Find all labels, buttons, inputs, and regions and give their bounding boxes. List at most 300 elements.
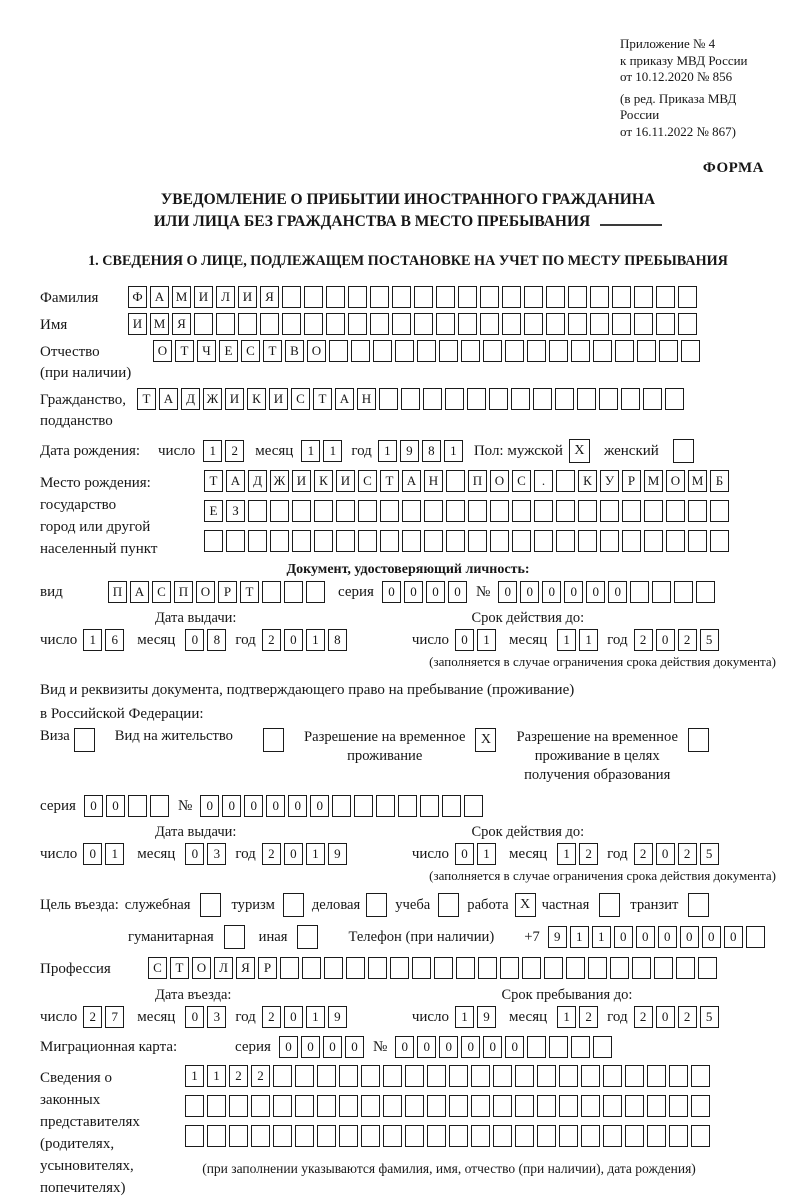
char-cell[interactable]: Т [313,388,332,410]
char-cell[interactable] [524,286,543,308]
char-cell[interactable]: 0 [266,795,285,817]
char-cell[interactable]: 0 [382,581,401,603]
char-cell[interactable] [449,1065,468,1087]
char-cell[interactable]: 0 [505,1036,524,1058]
char-cell[interactable] [260,313,279,335]
char-cell[interactable] [284,581,303,603]
char-cell[interactable] [332,795,351,817]
char-cell[interactable]: О [192,957,211,979]
char-cell[interactable]: Д [248,470,267,492]
char-cell[interactable]: 0 [301,1036,320,1058]
char-cell[interactable] [666,530,685,552]
char-cell[interactable] [480,313,499,335]
char-cell[interactable]: 5 [700,843,719,865]
char-cell[interactable] [622,530,641,552]
char-cell[interactable]: 1 [557,1006,576,1028]
char-cell[interactable]: 0 [448,581,467,603]
char-cell[interactable] [383,1065,402,1087]
char-cell[interactable] [405,1065,424,1087]
char-cell[interactable]: 1 [557,629,576,651]
char-cell[interactable]: Д [181,388,200,410]
char-cell[interactable] [534,530,553,552]
char-cell[interactable] [270,530,289,552]
char-cell[interactable] [304,286,323,308]
legal-reps-row3-input[interactable] [185,1125,713,1147]
char-cell[interactable]: 0 [656,843,675,865]
char-cell[interactable]: 0 [680,926,699,948]
char-cell[interactable]: 9 [548,926,567,948]
char-cell[interactable] [442,795,461,817]
char-cell[interactable] [603,1125,622,1147]
char-cell[interactable]: 1 [570,926,589,948]
char-cell[interactable]: 3 [207,843,226,865]
char-cell[interactable] [612,313,631,335]
char-cell[interactable] [544,957,563,979]
char-cell[interactable]: 0 [542,581,561,603]
char-cell[interactable] [571,340,590,362]
char-cell[interactable]: 0 [483,1036,502,1058]
char-cell[interactable] [515,1095,534,1117]
purpose-tourism-checkbox[interactable] [283,893,304,917]
char-cell[interactable] [458,286,477,308]
char-cell[interactable] [354,795,373,817]
char-cell[interactable]: 0 [520,581,539,603]
char-cell[interactable] [412,957,431,979]
char-cell[interactable] [405,1095,424,1117]
char-cell[interactable] [621,388,640,410]
char-cell[interactable]: Н [357,388,376,410]
char-cell[interactable]: 0 [106,795,125,817]
char-cell[interactable]: Ж [203,388,222,410]
char-cell[interactable]: Ч [197,340,216,362]
char-cell[interactable]: 0 [310,795,329,817]
char-cell[interactable] [251,1125,270,1147]
stay-month-input[interactable] [557,1006,601,1028]
birth-place-row1-input[interactable] [204,470,732,492]
char-cell[interactable] [326,286,345,308]
char-cell[interactable] [339,1065,358,1087]
char-cell[interactable] [361,1065,380,1087]
char-cell[interactable] [746,926,765,948]
char-cell[interactable] [568,286,587,308]
char-cell[interactable]: О [196,581,215,603]
char-cell[interactable] [669,1125,688,1147]
citizenship-input[interactable] [137,388,687,410]
char-cell[interactable]: 1 [323,440,342,462]
char-cell[interactable] [581,1125,600,1147]
char-cell[interactable]: А [130,581,149,603]
char-cell[interactable]: М [172,286,191,308]
char-cell[interactable]: 2 [634,1006,653,1028]
char-cell[interactable]: А [159,388,178,410]
char-cell[interactable] [262,581,281,603]
char-cell[interactable]: 2 [634,629,653,651]
char-cell[interactable]: 0 [702,926,721,948]
char-cell[interactable]: Ж [270,470,289,492]
char-cell[interactable] [630,581,649,603]
char-cell[interactable] [696,581,715,603]
char-cell[interactable] [358,530,377,552]
char-cell[interactable]: 0 [395,1036,414,1058]
char-cell[interactable]: П [174,581,193,603]
char-cell[interactable]: Е [219,340,238,362]
char-cell[interactable] [434,957,453,979]
sex-female-checkbox[interactable] [673,439,694,463]
char-cell[interactable] [502,286,521,308]
char-cell[interactable] [669,1065,688,1087]
char-cell[interactable]: 0 [288,795,307,817]
char-cell[interactable] [150,795,169,817]
char-cell[interactable] [336,500,355,522]
char-cell[interactable] [471,1125,490,1147]
char-cell[interactable] [676,957,695,979]
char-cell[interactable] [351,340,370,362]
purpose-official-checkbox[interactable] [200,893,221,917]
char-cell[interactable]: 0 [636,926,655,948]
char-cell[interactable] [248,500,267,522]
char-cell[interactable] [280,957,299,979]
purpose-private-checkbox[interactable] [599,893,620,917]
char-cell[interactable] [691,1065,710,1087]
char-cell[interactable]: 7 [105,1006,124,1028]
char-cell[interactable] [458,313,477,335]
char-cell[interactable] [229,1095,248,1117]
purpose-study-checkbox[interactable] [438,893,459,917]
char-cell[interactable]: О [666,470,685,492]
char-cell[interactable]: 0 [564,581,583,603]
char-cell[interactable] [383,1125,402,1147]
char-cell[interactable] [423,388,442,410]
char-cell[interactable]: С [152,581,171,603]
legal-reps-row2-input[interactable] [185,1095,713,1117]
char-cell[interactable] [593,1036,612,1058]
char-cell[interactable]: 2 [634,843,653,865]
char-cell[interactable]: 1 [592,926,611,948]
char-cell[interactable] [625,1125,644,1147]
char-cell[interactable]: Т [137,388,156,410]
char-cell[interactable] [326,313,345,335]
char-cell[interactable]: 1 [378,440,397,462]
entry-day-input[interactable] [83,1006,127,1028]
char-cell[interactable] [669,1095,688,1117]
char-cell[interactable]: 0 [284,843,303,865]
char-cell[interactable] [527,340,546,362]
birth-place-row3-input[interactable] [204,530,732,552]
res-valid-year-input[interactable] [634,843,722,865]
char-cell[interactable] [549,1036,568,1058]
char-cell[interactable] [445,388,464,410]
char-cell[interactable]: Т [170,957,189,979]
char-cell[interactable] [656,286,675,308]
char-cell[interactable]: 0 [244,795,263,817]
char-cell[interactable]: В [285,340,304,362]
char-cell[interactable] [581,1095,600,1117]
id-valid-year-input[interactable] [634,629,722,651]
id-valid-day-input[interactable] [455,629,499,651]
char-cell[interactable]: 0 [426,581,445,603]
char-cell[interactable] [666,500,685,522]
char-cell[interactable] [647,1095,666,1117]
doc-kind-input[interactable] [108,581,328,603]
char-cell[interactable] [405,1125,424,1147]
char-cell[interactable] [383,1095,402,1117]
char-cell[interactable]: Е [204,500,223,522]
char-cell[interactable]: М [688,470,707,492]
char-cell[interactable] [398,795,417,817]
char-cell[interactable] [644,500,663,522]
char-cell[interactable]: Я [236,957,255,979]
char-cell[interactable]: О [490,470,509,492]
res-valid-month-input[interactable] [557,843,601,865]
char-cell[interactable] [379,388,398,410]
char-cell[interactable]: И [336,470,355,492]
char-cell[interactable] [483,340,502,362]
char-cell[interactable] [489,388,508,410]
char-cell[interactable] [314,500,333,522]
char-cell[interactable] [678,286,697,308]
char-cell[interactable]: 0 [656,629,675,651]
char-cell[interactable]: 2 [678,1006,697,1028]
char-cell[interactable]: 2 [251,1065,270,1087]
char-cell[interactable] [392,286,411,308]
char-cell[interactable]: 1 [306,1006,325,1028]
char-cell[interactable]: 1 [301,440,320,462]
char-cell[interactable] [568,313,587,335]
birth-place-row2-input[interactable] [204,500,732,522]
char-cell[interactable] [436,286,455,308]
char-cell[interactable]: М [644,470,663,492]
char-cell[interactable]: 0 [284,629,303,651]
char-cell[interactable] [248,530,267,552]
char-cell[interactable]: Р [622,470,641,492]
purpose-business-checkbox[interactable] [366,893,387,917]
char-cell[interactable] [324,957,343,979]
char-cell[interactable]: И [194,286,213,308]
char-cell[interactable] [282,286,301,308]
id-issue-day-input[interactable] [83,629,127,651]
name-input[interactable] [128,313,700,335]
res-valid-day-input[interactable] [455,843,499,865]
char-cell[interactable] [317,1125,336,1147]
char-cell[interactable]: П [108,581,127,603]
char-cell[interactable]: А [226,470,245,492]
char-cell[interactable] [546,286,565,308]
char-cell[interactable] [392,313,411,335]
char-cell[interactable]: А [402,470,421,492]
res-series-input[interactable] [84,795,172,817]
char-cell[interactable] [273,1125,292,1147]
char-cell[interactable] [537,1065,556,1087]
residence-permit-checkbox[interactable] [263,728,284,752]
char-cell[interactable] [559,1095,578,1117]
char-cell[interactable] [493,1125,512,1147]
char-cell[interactable] [468,500,487,522]
char-cell[interactable] [380,500,399,522]
char-cell[interactable]: 0 [284,1006,303,1028]
char-cell[interactable] [511,388,530,410]
char-cell[interactable]: 1 [579,629,598,651]
char-cell[interactable]: 2 [579,1006,598,1028]
char-cell[interactable] [464,795,483,817]
char-cell[interactable] [691,1125,710,1147]
char-cell[interactable]: 8 [328,629,347,651]
char-cell[interactable]: Т [204,470,223,492]
char-cell[interactable] [370,286,389,308]
char-cell[interactable] [590,313,609,335]
char-cell[interactable]: 2 [579,843,598,865]
char-cell[interactable]: 8 [422,440,441,462]
char-cell[interactable] [207,1125,226,1147]
purpose-work-checkbox[interactable]: X [515,893,536,917]
char-cell[interactable] [204,530,223,552]
temp-residence-checkbox[interactable]: X [475,728,496,752]
doc-number-input[interactable] [498,581,718,603]
char-cell[interactable] [634,286,653,308]
char-cell[interactable] [417,340,436,362]
char-cell[interactable]: К [578,470,597,492]
char-cell[interactable] [588,957,607,979]
char-cell[interactable] [424,500,443,522]
char-cell[interactable]: Л [216,286,235,308]
char-cell[interactable] [522,957,541,979]
char-cell[interactable]: 0 [83,843,102,865]
char-cell[interactable] [467,388,486,410]
char-cell[interactable] [559,1125,578,1147]
char-cell[interactable] [600,500,619,522]
char-cell[interactable] [456,957,475,979]
char-cell[interactable] [292,500,311,522]
entry-year-input[interactable] [262,1006,350,1028]
char-cell[interactable]: 0 [461,1036,480,1058]
char-cell[interactable] [361,1095,380,1117]
char-cell[interactable] [446,500,465,522]
char-cell[interactable]: С [358,470,377,492]
char-cell[interactable]: С [148,957,167,979]
char-cell[interactable] [590,286,609,308]
char-cell[interactable] [652,581,671,603]
char-cell[interactable] [556,470,575,492]
char-cell[interactable] [678,313,697,335]
char-cell[interactable] [515,1065,534,1087]
char-cell[interactable] [600,530,619,552]
char-cell[interactable] [710,530,729,552]
char-cell[interactable] [226,530,245,552]
char-cell[interactable]: М [150,313,169,335]
char-cell[interactable]: 5 [700,1006,719,1028]
char-cell[interactable]: 2 [262,629,281,651]
profession-input[interactable] [148,957,720,979]
char-cell[interactable] [533,388,552,410]
char-cell[interactable]: 1 [455,1006,474,1028]
char-cell[interactable]: 0 [656,1006,675,1028]
mig-series-input[interactable] [279,1036,367,1058]
char-cell[interactable]: 0 [439,1036,458,1058]
char-cell[interactable] [681,340,700,362]
char-cell[interactable] [376,795,395,817]
temp-residence-edu-checkbox[interactable] [688,728,709,752]
char-cell[interactable] [710,500,729,522]
char-cell[interactable] [512,500,531,522]
char-cell[interactable] [339,1125,358,1147]
char-cell[interactable] [654,957,673,979]
char-cell[interactable] [229,1125,248,1147]
legal-reps-row1-input[interactable] [185,1065,713,1087]
surname-input[interactable] [128,286,700,308]
char-cell[interactable] [566,957,585,979]
char-cell[interactable] [610,957,629,979]
char-cell[interactable] [427,1065,446,1087]
char-cell[interactable] [599,388,618,410]
id-valid-month-input[interactable] [557,629,601,651]
char-cell[interactable] [336,530,355,552]
phone-input[interactable] [548,926,768,948]
char-cell[interactable]: 0 [279,1036,298,1058]
char-cell[interactable]: 0 [345,1036,364,1058]
char-cell[interactable] [251,1095,270,1117]
char-cell[interactable] [402,530,421,552]
char-cell[interactable] [368,957,387,979]
char-cell[interactable] [656,313,675,335]
stay-day-input[interactable] [455,1006,499,1028]
char-cell[interactable]: И [128,313,147,335]
birth-year-input[interactable] [378,440,466,462]
char-cell[interactable]: 1 [557,843,576,865]
char-cell[interactable] [625,1095,644,1117]
char-cell[interactable]: Р [218,581,237,603]
char-cell[interactable] [490,500,509,522]
char-cell[interactable]: 0 [200,795,219,817]
char-cell[interactable]: Т [240,581,259,603]
char-cell[interactable]: Р [258,957,277,979]
char-cell[interactable] [295,1065,314,1087]
char-cell[interactable] [420,795,439,817]
char-cell[interactable] [537,1095,556,1117]
char-cell[interactable] [348,313,367,335]
res-number-input[interactable] [200,795,486,817]
char-cell[interactable]: 1 [444,440,463,462]
char-cell[interactable]: 1 [105,843,124,865]
char-cell[interactable] [194,313,213,335]
char-cell[interactable] [317,1065,336,1087]
char-cell[interactable] [273,1065,292,1087]
char-cell[interactable]: 0 [658,926,677,948]
char-cell[interactable]: 1 [83,629,102,651]
char-cell[interactable]: 0 [323,1036,342,1058]
char-cell[interactable] [436,313,455,335]
char-cell[interactable] [534,500,553,522]
char-cell[interactable] [493,1065,512,1087]
char-cell[interactable] [637,340,656,362]
char-cell[interactable]: 0 [222,795,241,817]
char-cell[interactable] [390,957,409,979]
char-cell[interactable] [414,313,433,335]
res-issue-year-input[interactable] [262,843,350,865]
char-cell[interactable]: И [238,286,257,308]
char-cell[interactable] [659,340,678,362]
res-issue-month-input[interactable] [185,843,229,865]
char-cell[interactable]: . [534,470,553,492]
char-cell[interactable] [370,313,389,335]
char-cell[interactable]: 2 [678,629,697,651]
char-cell[interactable] [502,313,521,335]
mig-number-input[interactable] [395,1036,615,1058]
char-cell[interactable] [578,530,597,552]
char-cell[interactable]: 2 [678,843,697,865]
char-cell[interactable]: 0 [455,629,474,651]
char-cell[interactable]: С [291,388,310,410]
char-cell[interactable]: 0 [185,843,204,865]
purpose-other-checkbox[interactable] [297,925,318,949]
